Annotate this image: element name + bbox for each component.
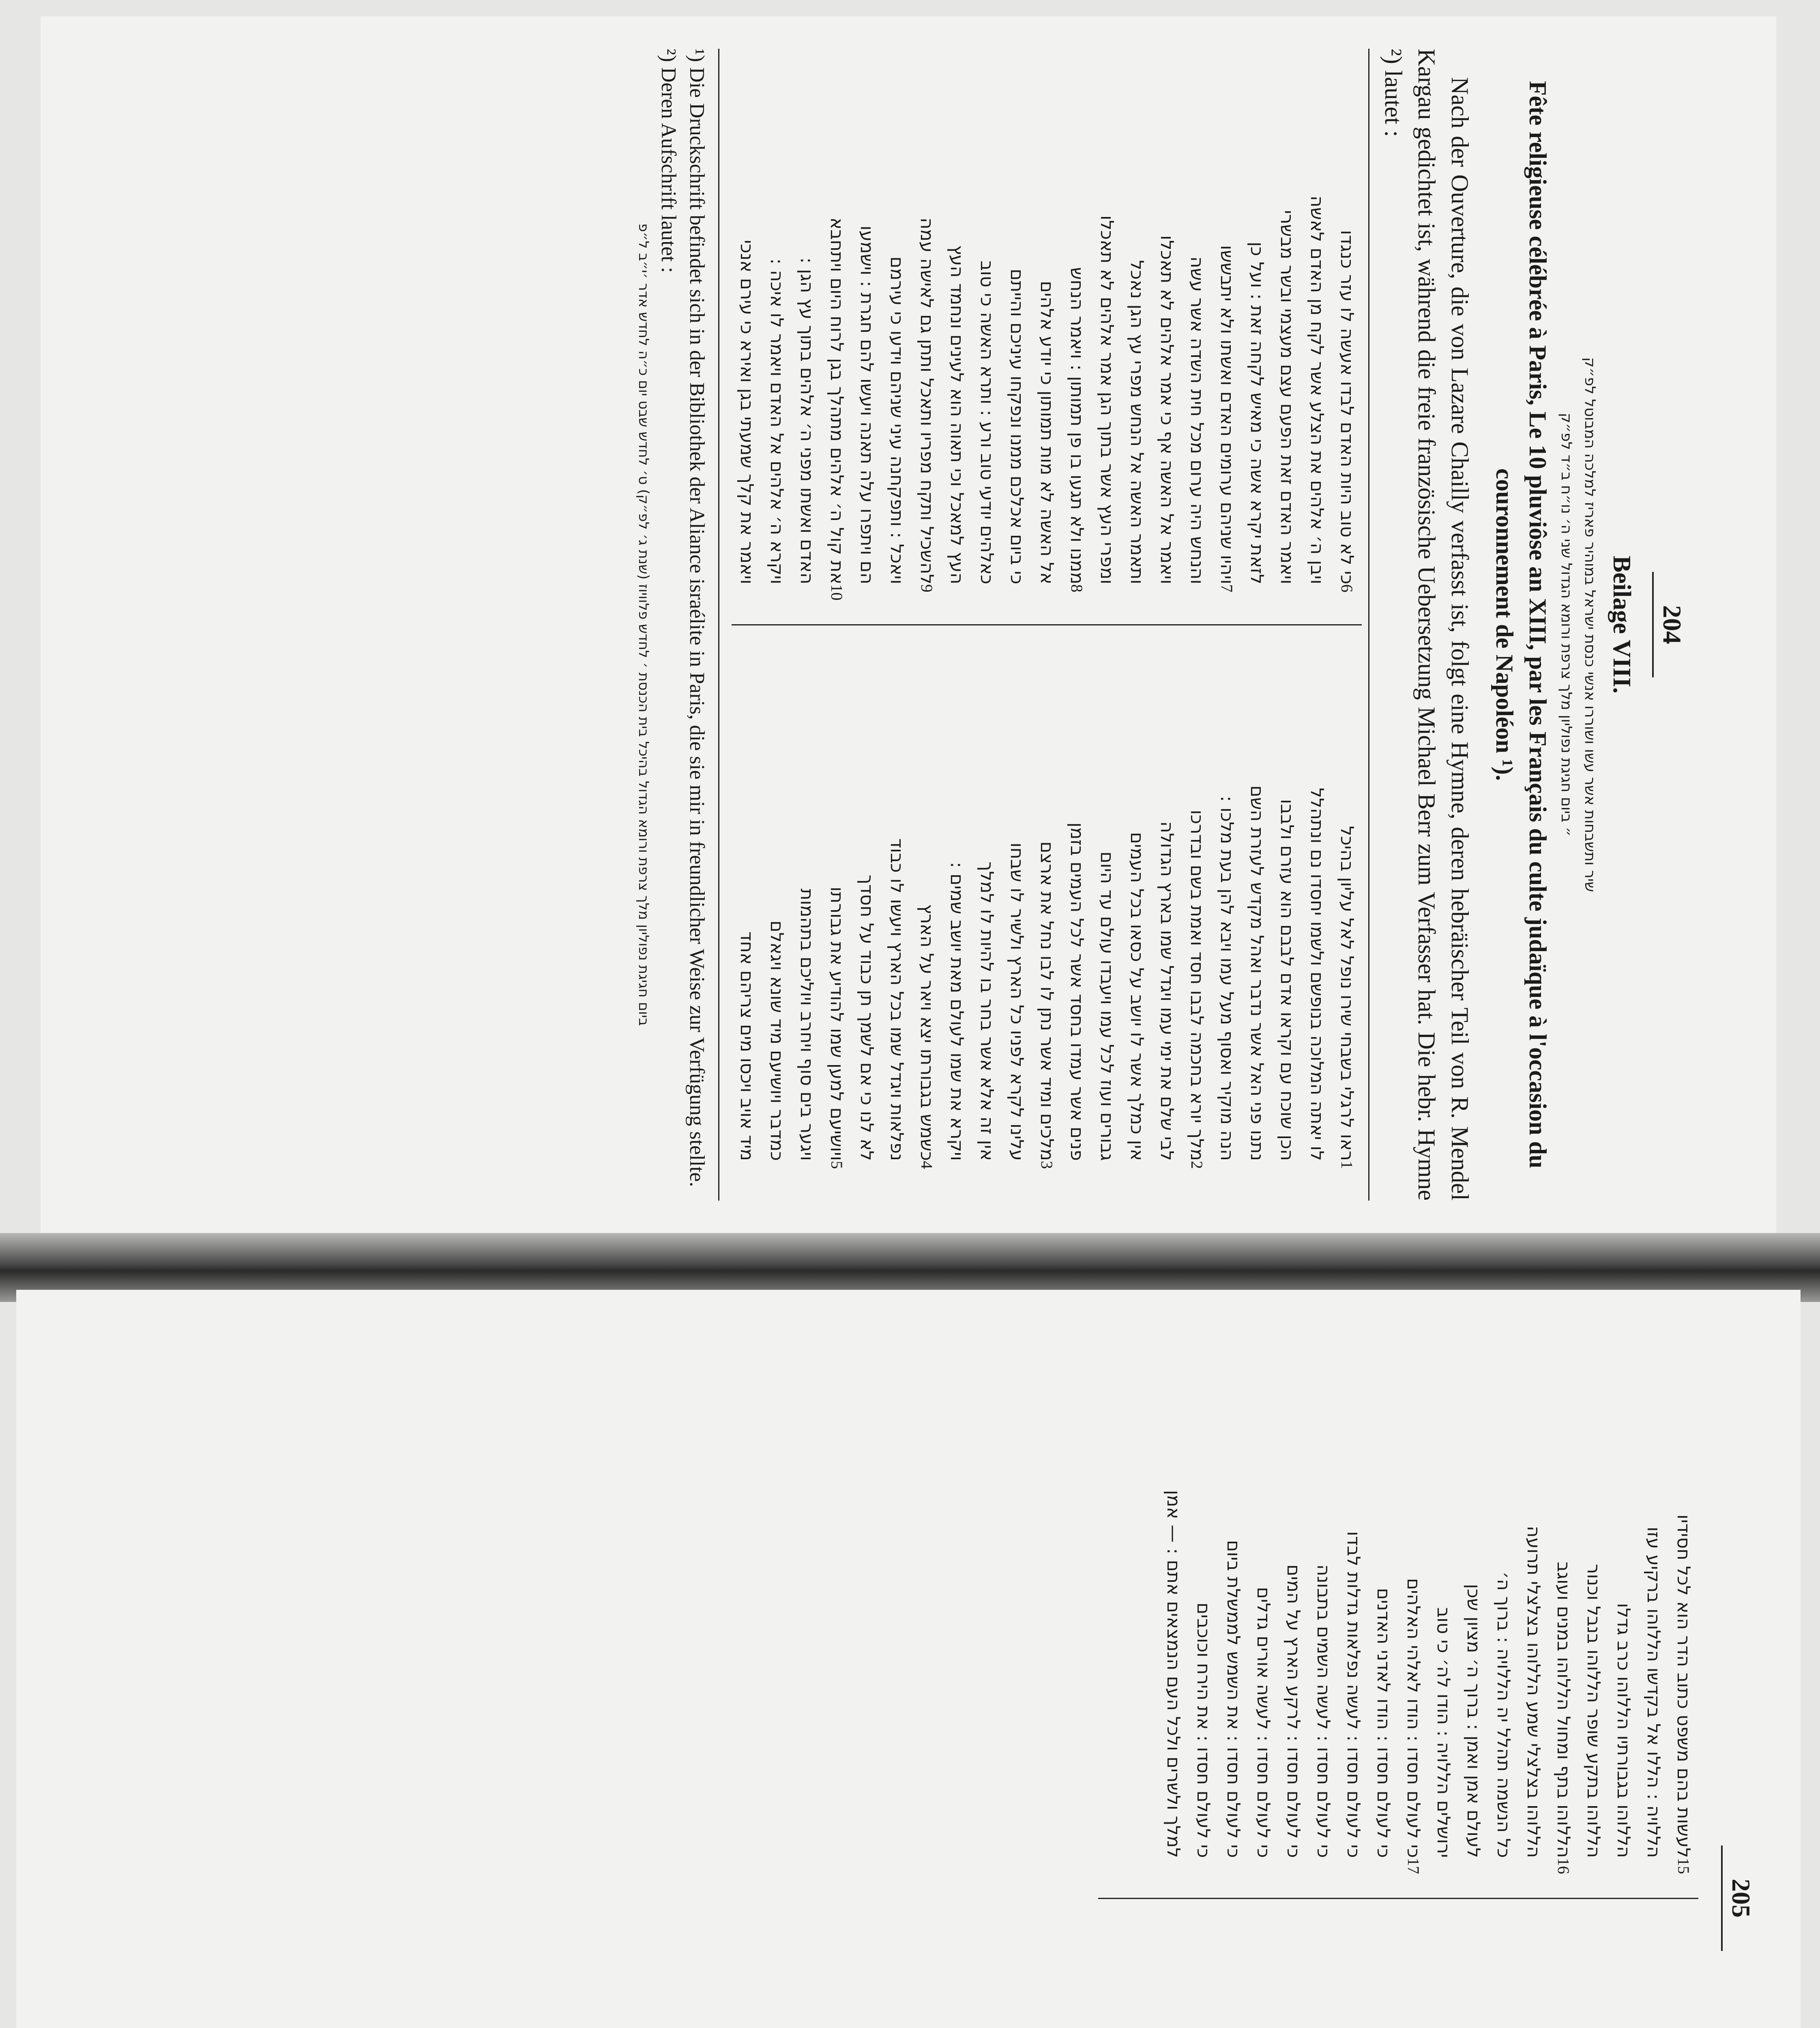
hymn-line	[1638, 1342, 1668, 1886]
hymn-line	[1032, 637, 1062, 1190]
line-number	[1122, 1161, 1152, 1189]
hymn-line	[1182, 60, 1212, 613]
hymn-text: כי לעולם חסדו : את הירח וכוכבים	[1193, 1603, 1214, 1858]
hymn-line	[1548, 1910, 1578, 2028]
hymn-text: ויבן ה׳ אלהים את הצלע אשר לקח מן האדם לאשה	[1307, 195, 1327, 584]
hymn-line	[1002, 637, 1032, 1190]
hymn-column-right	[1098, 1899, 1698, 2028]
hymn-line	[1212, 637, 1242, 1190]
hymn-line	[912, 60, 942, 613]
hymn-text: והנחש היה ערום מכל חית השדה אשר עשה	[1187, 256, 1207, 584]
hymn-text: הנה מוקיר ואסוף מעל עמו ויבא להן בעת מלכו :	[1217, 796, 1237, 1161]
hymn-line	[852, 637, 882, 1190]
hymn-text: כי לעולם חסדו : לעשה השמים בתבונה	[1313, 1564, 1334, 1858]
footnote-hebrew: ביום חגיגת נפוליון מלך צרפת ורומא הגדול בהיכל בית הכנסת ׳ לחדש פלוויוז (שנת ג׳ לפ״ק) ט׳ לחדש שבט יום כ״ה לחדש אדר ׳י״ב ל״פ	[635, 223, 652, 1026]
hymn-line	[1668, 1910, 1698, 2028]
line-number	[1182, 584, 1212, 613]
hymn-line	[1128, 1910, 1158, 2028]
hymn-line	[822, 60, 852, 613]
hymn-text: הללוהו בתקע שופר הללוהו בנבל וכנור	[1583, 1564, 1604, 1858]
hymn-text	[1278, 1910, 1308, 2028]
hymn-text: עלינו לקרא לפניו כל הארץ ולשיר לו שבחו	[1007, 842, 1027, 1161]
hymn-text: ממנו ולא תגעו בו פן תמותון : ויאמר הנחש	[1067, 267, 1087, 584]
hymn-text	[1668, 1910, 1698, 2028]
line-number	[852, 584, 882, 613]
hymn-text: כי לעולם חסדו : הודו לאלהי האלהים	[1403, 1578, 1424, 1858]
line-number	[1578, 1858, 1608, 1886]
line-number	[1062, 1161, 1092, 1189]
hymn-text: ויאכל : ותפקחנה עיני שניהם וידעו כי עירמם	[886, 256, 907, 584]
hymn-text: להשכיל ותקח מפריו ותאכל ותתן גם לאישה עמה	[916, 217, 937, 584]
hymn-line	[1242, 60, 1272, 613]
hymn-text	[1518, 1910, 1548, 2028]
hymn-column-left	[732, 49, 1362, 625]
intro-paragraph: Nach der Ouverture, die von Lazare Chailly verfasst ist, folgt eine Hymne, deren hebräischer Teil von R. Mendel Kargau gedichtet ist, während die freie französische Uebersetzung Michael Berr zum Verfasser hat. Die hebr. Hymne ²) lautet :	[1380, 49, 1473, 1201]
hymn-text: הללויה : הללו אל בקדשו הללוהו ברקיע עזו	[1643, 1527, 1664, 1858]
hymn-text: לזאת יקרא אשה כי מאיש לקחה זאת : ועל כן	[1247, 242, 1267, 584]
hymn-line	[1368, 1910, 1398, 2028]
appendix-heading: Beilage VIII.	[1608, 556, 1635, 694]
hymn-text: הכן שוכח עם וקראו אדם לבבם הוא עזרם ולבבו	[1277, 799, 1297, 1161]
hymn-line	[1308, 1910, 1338, 2028]
hymn-text	[1638, 1910, 1668, 2028]
line-number	[1608, 1858, 1638, 1886]
hymn-line	[1578, 1342, 1608, 1886]
hymn-text: ויקרא את שמו לעולם מאת יושב שמים :	[946, 862, 967, 1161]
hymn-text: לא לנו כי אם לשמך תן כבוד על חסדך	[856, 874, 877, 1161]
hymn-line	[1098, 1910, 1128, 2028]
hymn-text: הללוהו בגבורתיו הללוהו כרב גדלו	[1613, 1603, 1634, 1858]
line-number	[942, 1161, 972, 1189]
hymn-text: נפלאות ויגדל שמו בכל הארץ ויעשו לו כבוד	[886, 838, 907, 1161]
line-number	[732, 584, 762, 613]
hymn-text: כי לעולם חסדו : לעשה נפלאות גדלות לבדו	[1343, 1531, 1364, 1858]
line-number	[1152, 1161, 1182, 1189]
hymn-line	[1278, 1342, 1308, 1886]
hymn-line	[1272, 60, 1302, 613]
hymn-line	[1188, 1342, 1218, 1886]
hymn-text: לבי שלם את ימי עמו ויגדל שמו בארץ הגדולה	[1157, 821, 1177, 1161]
line-number	[1638, 1858, 1668, 1886]
hymn-text	[1308, 1910, 1338, 2028]
hymn-text: אין זה אלא אשר בחר בו להיות לו למלך	[977, 861, 997, 1161]
hymn-line	[1488, 1910, 1518, 2028]
hymn-line	[1158, 1342, 1188, 1886]
hymn-text: ותאמר האשה אל הנחש מפרי עץ הגן נאכל	[1127, 260, 1147, 584]
hymn-line	[1302, 60, 1332, 613]
hymn-text: פנים אשר עמדו בחסד אשר לכל העמים בזמן	[1067, 822, 1087, 1161]
hymn-text	[1218, 1910, 1248, 2028]
line-number	[942, 584, 972, 613]
hymn-line	[1122, 637, 1152, 1190]
hymn-line	[1302, 637, 1332, 1190]
hymn-line	[792, 60, 822, 613]
hymn-line	[1458, 1342, 1488, 1886]
hymn-line	[1188, 1910, 1218, 2028]
footnote-2: ²) Deren Aufschrift lautet :	[657, 49, 680, 273]
hymn-line	[1332, 637, 1362, 1190]
hymn-text	[1188, 1910, 1218, 2028]
hymn-text: כי לעולם חסדו : לרקע הארץ על המים	[1283, 1564, 1304, 1858]
hymn-line	[972, 637, 1002, 1190]
line-number: 10	[828, 584, 846, 601]
line-number: 7	[1218, 584, 1236, 593]
hymn-line	[732, 637, 762, 1190]
hymn-text: ויהיו שניהם ערומים האדם ואשתו ולא יתבששו	[1217, 245, 1237, 584]
hymn-text	[1608, 1910, 1638, 2028]
hymn-line	[1152, 637, 1182, 1190]
hymn-line	[1248, 1342, 1278, 1886]
line-number	[1338, 1858, 1368, 1886]
hymn-columns	[1098, 1330, 1705, 2028]
hymn-line	[1608, 1910, 1638, 2028]
hymn-text: לעשות בהם משפט כתוב הדר הוא לכל חסידיו	[1673, 1514, 1694, 1858]
hymn-line	[882, 637, 912, 1190]
line-number	[1428, 1858, 1458, 1886]
line-number	[1032, 584, 1062, 613]
line-number	[1092, 1161, 1122, 1189]
hymn-line	[942, 60, 972, 613]
line-number	[882, 584, 912, 613]
hymn-line	[1518, 1910, 1548, 2028]
hymn-text: מלך יורא בחכמה לבבו חסד ואמת בשם ובדרכו	[1187, 810, 1207, 1161]
hymn-text: העץ למאכל וכי תאוה הוא לעינים ונחמד העץ	[946, 245, 967, 584]
hymn-line	[1032, 60, 1062, 613]
line-number	[1002, 1161, 1032, 1189]
hymn-line	[1638, 1910, 1668, 2028]
hymn-column-right	[732, 625, 1362, 1201]
hymn-line	[1368, 1342, 1398, 1886]
hymn-line	[1182, 637, 1212, 1190]
hymn-text	[1128, 1910, 1158, 2028]
hymn-line	[1308, 1342, 1338, 1886]
hymn-line	[1278, 1910, 1308, 2028]
hymn-text: ויגער בים סוף ויחרב ויוליכם בתהמות	[796, 888, 817, 1161]
line-number	[972, 584, 1002, 613]
hymn-column-left	[1098, 1330, 1698, 1899]
hymn-line	[1122, 60, 1152, 613]
hebrew-subtitle: ״ ביום חגיגת נפוליון מלך צרפת ורומא הגדול שני ה׳ נו״ח ב״ד לפ״ק	[1558, 412, 1575, 837]
line-number	[1248, 1858, 1278, 1886]
hymn-text	[1098, 1910, 1128, 2028]
hymn-text: גבורים ועוז לכל עמו ויעבדו עולם עד היום	[1097, 851, 1117, 1161]
hymn-text: כשמש בגבורתו יצא ויאר על הארץ	[916, 904, 937, 1161]
hymn-text: ירושלים הללויה : הודו לה׳ כי טוב	[1433, 1607, 1454, 1858]
hymn-line	[912, 637, 942, 1190]
line-number	[1302, 584, 1332, 613]
page-205-content	[150, 1330, 1756, 2028]
line-number: 4	[918, 1161, 936, 1169]
hymn-line	[762, 637, 792, 1190]
hymn-text: למלך ולשרים ולכל העם הנמצאים אתם : — אמן	[1163, 1490, 1184, 1858]
hymn-text: הללוהו בצלצלי שמע הללוהו בצלצלי תרועה	[1523, 1525, 1544, 1858]
hymn-text: ויאמר אל האשה אף כי אמר אלהים לא תאכלו	[1157, 235, 1177, 584]
hymn-line	[762, 60, 792, 613]
hebrew-title: שיר ותשבחות אשר עשו ושוררו אנשי כנסת ישראל במוהיר פאריז למלכה המבוטל לפ״ק	[1582, 357, 1598, 892]
hymn-text: כי לעולם חסדו : הודו לאדני האדנים	[1373, 1588, 1394, 1858]
hymn-text: מלכים ומיד אשר נתן לו לבו נחל את ארצם	[1037, 841, 1057, 1161]
hymn-line	[972, 60, 1002, 613]
hymn-line	[1458, 1910, 1488, 2028]
french-title: Fête religieuse célébrée à Paris, Le 10 pluviôse an XIII, par les Français du culte judaïque à l'occasion du couronnement de Napoléon ¹).	[1491, 81, 1551, 1169]
line-number	[792, 1161, 822, 1189]
line-number	[1518, 1858, 1548, 1886]
line-number: 1	[1338, 1161, 1356, 1169]
line-number: 17	[1404, 1858, 1423, 1874]
hymn-text: כי לא טוב היות האדם לבדו אעשה לו עזר כנגדו	[1337, 230, 1357, 584]
line-number	[1158, 1858, 1188, 1886]
line-number: 15	[1674, 1858, 1693, 1874]
hymn-line	[1158, 1910, 1188, 2028]
footnote-1: ¹) Die Druckschrift befindet sich in der Bibliothek der Aliance israélite in Paris, die sie mir in freundlicher Weise zur Verfügung stellte.	[685, 49, 708, 1187]
line-number	[1152, 584, 1182, 613]
hymn-line	[1428, 1910, 1458, 2028]
line-number	[792, 584, 822, 613]
hymn-line	[1338, 1342, 1368, 1886]
hymn-text: כאלהים יודעי טוב ורע : ותרא האשה כי טוב	[977, 260, 997, 584]
hymn-text	[1428, 1910, 1458, 2028]
hymn-line	[1578, 1910, 1608, 2028]
hymn-text: מיד אויב ויכסו מים צריהם אחד	[736, 931, 757, 1161]
footnotes	[633, 49, 719, 1201]
line-number	[1002, 584, 1032, 613]
hymn-line	[1518, 1342, 1548, 1886]
line-number	[762, 584, 792, 613]
hymn-line	[1398, 1342, 1428, 1886]
line-number: 5	[828, 1161, 846, 1169]
hymn-line	[1398, 1910, 1428, 2028]
hymn-line	[1092, 637, 1122, 1190]
line-number	[1278, 1858, 1308, 1886]
line-number: 16	[1554, 1858, 1573, 1874]
line-number	[1242, 584, 1272, 613]
line-number	[1218, 1858, 1248, 1886]
hymn-line	[1242, 637, 1272, 1190]
line-number	[762, 1161, 792, 1189]
hymn-line	[1062, 637, 1092, 1190]
hymn-text: ראו לרגלי בשבחי שירו נופל לאל עליון בהיכל	[1337, 826, 1357, 1161]
line-number	[1302, 1161, 1332, 1189]
hymn-line	[1272, 637, 1302, 1190]
line-number	[852, 1161, 882, 1189]
hymn-line	[1338, 1910, 1368, 2028]
hymn-line	[1488, 1342, 1518, 1886]
hymn-text: ויקרא ה׳ אלהים אל האדם ויאמר לו איכה :	[766, 258, 787, 584]
hymn-text: כי ביום אכלכם ממנו ונפקחו עיניכם והייתם	[1007, 269, 1027, 584]
hymn-line	[1152, 60, 1182, 613]
hymn-text: את קול ה׳ אלהים מתהלך בגן לרוח היום ויתחבא	[826, 217, 847, 584]
hymn-line	[1248, 1910, 1278, 2028]
line-number	[1188, 1858, 1218, 1886]
hymn-line	[732, 60, 762, 613]
line-number	[1092, 584, 1122, 613]
hymn-text	[1578, 1910, 1608, 2028]
line-number	[1242, 1161, 1272, 1189]
hymn-text: ויושיעם למען שמו להודיע את גבורתו	[826, 887, 847, 1161]
hymn-line	[1608, 1342, 1638, 1886]
hymn-line	[852, 60, 882, 613]
line-number	[1368, 1858, 1398, 1886]
hymn-line	[882, 60, 912, 613]
hymn-text: כי לעולם חסדו : לעשה אורים גדלים	[1253, 1587, 1274, 1858]
hymn-text: כי לעולם חסדו : את השמש לממשלת ביום	[1223, 1540, 1244, 1858]
hymn-text	[1488, 1910, 1518, 2028]
line-number	[1458, 1858, 1488, 1886]
line-number	[1308, 1858, 1338, 1886]
hymn-text: אל האשה לא מות תמותון כי יודע אלהים	[1037, 281, 1057, 584]
hymn-line	[942, 637, 972, 1190]
hymn-line	[792, 637, 822, 1190]
line-number	[1272, 1161, 1302, 1189]
hymn-line	[1092, 60, 1122, 613]
hymn-line	[1428, 1342, 1458, 1886]
page-204-content	[114, 49, 1687, 1201]
line-number: 3	[1038, 1161, 1056, 1169]
line-number: 9	[918, 584, 936, 593]
hymn-line	[1668, 1342, 1698, 1886]
line-number	[1272, 584, 1302, 613]
hymn-text	[1338, 1910, 1368, 2028]
hymn-text	[1458, 1910, 1488, 2028]
hymn-text	[1548, 1910, 1578, 2028]
hymn-line	[1062, 60, 1092, 613]
hymn-text: ומפרי העץ אשר בתוך הגן אמר אלהים לא תאכלו	[1097, 215, 1117, 584]
hymn-text: נתנו פני האל אשר נדבר ואהל מקדש לעזרת השם	[1247, 785, 1267, 1161]
hymn-line	[1332, 60, 1362, 613]
page-number: 204	[1658, 605, 1687, 644]
line-number	[882, 1161, 912, 1189]
hymn-line	[1002, 60, 1032, 613]
hymn-line	[1218, 1910, 1248, 2028]
hymn-text: הם ויתפרו עלה תאנה ויעשו להם חגרת : וישמעו	[856, 226, 877, 584]
hymn-text	[1398, 1910, 1428, 2028]
hymn-line	[1212, 60, 1242, 613]
hymn-text	[1158, 1910, 1188, 2028]
hymn-text: ויאמר את קלך שמעתי בגן ואירא כי עירם אנכי	[736, 240, 757, 584]
line-number	[732, 1161, 762, 1189]
hymn-text: הללוהו בתף ומחול הללוהו במנים ועוגב	[1553, 1562, 1574, 1858]
line-number	[972, 1161, 1002, 1189]
line-number	[1488, 1858, 1518, 1886]
hymn-text: כמדבר ויושיעם מיד שונא ויגאלם	[766, 920, 787, 1161]
line-number	[1212, 1161, 1242, 1189]
hymn-text: האדם ואשתו מפני ה׳ אלהים בתוך עץ הגן :	[796, 257, 817, 584]
hymn-line	[1218, 1342, 1248, 1886]
page-number: 205	[1727, 1879, 1756, 1918]
line-number: 6	[1338, 584, 1356, 593]
page-number-rule	[1721, 1845, 1723, 1951]
hymn-text: לעולם אמן ואמן : ברוך ה׳ מציון שכן	[1463, 1584, 1484, 1858]
hymn-text	[1248, 1910, 1278, 2028]
line-number	[1122, 584, 1152, 613]
line-number: 2	[1188, 1161, 1206, 1169]
hymn-text: ויאמר האדם זאת הפעם עצם מעצמי ובשר מבשרי	[1277, 210, 1297, 584]
hymn-text: לו יאתה המלוכה בנופשם ולשמו יחסדו נם ונתהלל	[1307, 788, 1327, 1161]
hymn-line	[822, 637, 852, 1190]
hymn-text: אין כמלך אשר לו יושב על כסאו בכל העמים	[1127, 832, 1147, 1161]
hymn-text	[1368, 1910, 1398, 2028]
hymn-columns	[732, 49, 1369, 1201]
hymn-line	[1548, 1342, 1578, 1886]
line-number: 8	[1068, 584, 1086, 593]
hymn-text: כל הנשמה תהלל יה הללויה : ברוך ה׳	[1493, 1571, 1514, 1858]
page-number-rule	[1652, 572, 1654, 677]
